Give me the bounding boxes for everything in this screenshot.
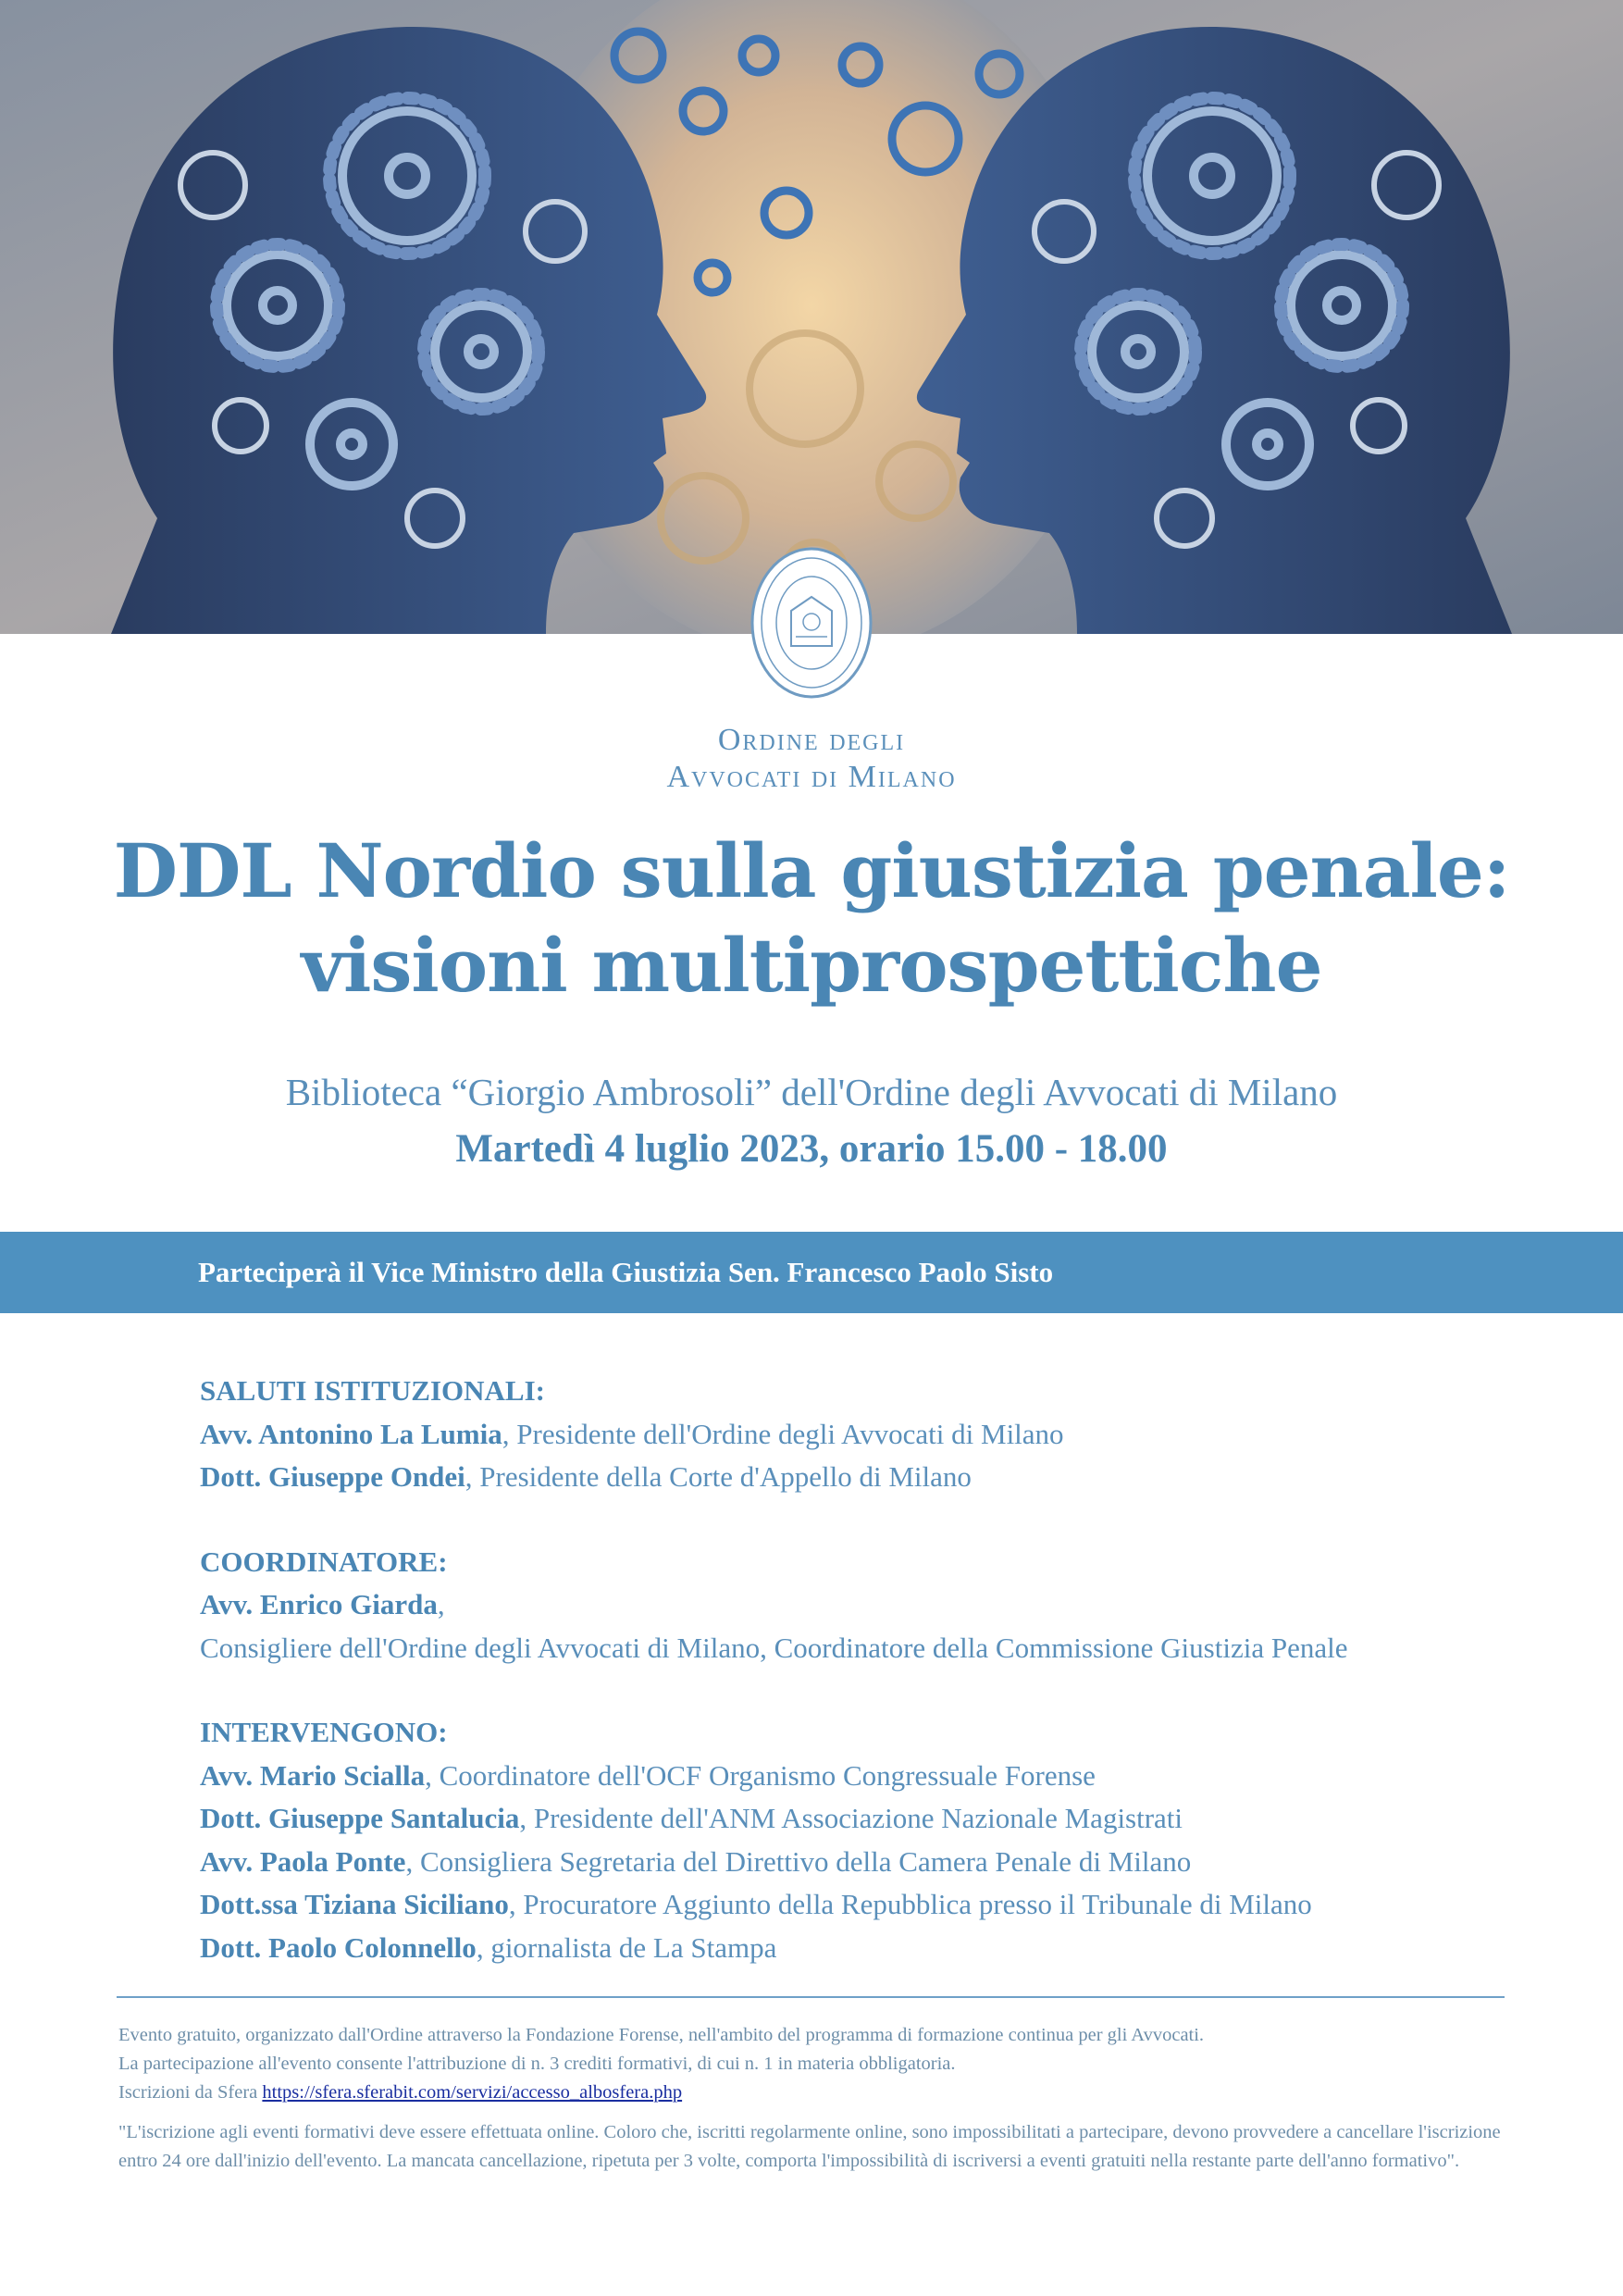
section-title-coordinatore: COORDINATORE:: [200, 1545, 448, 1578]
speaker-role: , giornalista de La Stampa: [476, 1930, 777, 1964]
speaker-role: , Procuratore Aggiunto della Repubblica presso il Tribunale di Milano: [508, 1888, 1312, 1920]
title-line-2: visioni multiprospettiche: [301, 922, 1322, 1009]
speaker-line: [200, 1841, 1542, 1884]
footer-line-2: La partecipazione all'evento consente l'attribuzione di n. 3 crediti formativi, di cui n. 1 in materia obbligatoria.: [118, 2054, 956, 2074]
footer-notes: [118, 2021, 1506, 2176]
gear-heads-illustration: [0, 0, 1623, 634]
speaker-line: [200, 1583, 1542, 1627]
speaker-name: Dott. Giuseppe Santalucia: [200, 1802, 520, 1834]
hero-illustration: [0, 0, 1623, 634]
footer-line-1: Evento gratuito, organizzato dall'Ordine attraverso la Fondazione Forense, nell'ambito del programma di formazione continua per gli Avvocati.: [118, 2025, 1205, 2045]
event-date: Martedì 4 luglio 2023, orario 15.00 - 18.00: [455, 1127, 1168, 1171]
event-title: [0, 824, 1623, 1012]
organization-line-2: Avvocati di Milano: [666, 760, 957, 794]
section-title-intervengono: INTERVENGONO:: [200, 1716, 448, 1748]
speaker-name: Dott. Giuseppe Ondei: [200, 1460, 465, 1493]
speaker-name: Avv. Antonino La Lumia: [200, 1417, 502, 1450]
section-title-saluti: SALUTI ISTITUZIONALI:: [200, 1374, 545, 1407]
speaker-line: [200, 1755, 1542, 1798]
speaker-line: [200, 1883, 1542, 1927]
speaker-role: , Presidente dell'ANM Associazione Nazionale Magistrati: [519, 1802, 1183, 1834]
speaker-role: , Presidente della Corte d'Appello di Milano: [465, 1460, 972, 1493]
registration-label: Iscrizioni da Sfera: [118, 2082, 258, 2103]
footer-line-3: [118, 2079, 1506, 2107]
speaker-role: , Coordinatore dell'OCF Organismo Congressuale Forense: [425, 1758, 1096, 1792]
speaker-line: [200, 1456, 1542, 1499]
seal-emblem: [750, 546, 873, 700]
event-venue: Biblioteca “Giorgio Ambrosoli” dell'Ordine degli Avvocati di Milano: [285, 1071, 1338, 1113]
speaker-name: Dott. Paolo Colonnello: [200, 1930, 477, 1964]
speaker-name: Dott.ssa Tiziana Siciliano: [200, 1888, 509, 1920]
guest-banner: [0, 1232, 1623, 1313]
guest-banner-text: Parteciperà il Vice Ministro della Giustizia Sen. Francesco Paolo Sisto: [198, 1256, 1054, 1288]
speaker-role: Consigliere dell'Ordine degli Avvocati di Milano, Coordinatore della Commissione Giustizia Penale: [200, 1631, 1348, 1664]
cancellation-note: "L'iscrizione agli eventi formativi deve essere effettuata online. Coloro che, iscritti regolarmente online, sono impossibilitati a partecipare, devono provvedere a cancellare l'iscrizione entro 24 ore dall'inizio dell'evento. La mancata cancellazione, ripetuta per 3 volte, comporta l'impossibilità di iscriversi a eventi gratuiti nella restante parte dell'anno formativo".: [118, 2122, 1501, 2171]
speaker-role: , Presidente dell'Ordine degli Avvocati di Milano: [502, 1417, 1064, 1450]
order-seal-logo: [750, 546, 873, 700]
organization-line-1: Ordine degli: [717, 723, 906, 757]
speaker-name: Avv. Mario Scialla: [200, 1758, 426, 1792]
speaker-name: Avv. Paola Ponte: [200, 1844, 406, 1878]
footer-divider: [117, 1996, 1505, 1998]
organization-name: [0, 722, 1623, 796]
speaker-line: [200, 1413, 1542, 1457]
title-line-1: DDL Nordio sulla giustizia penale:: [113, 827, 1510, 914]
registration-link[interactable]: https://sfera.sferabit.com/servizi/accesso_albosfera.php: [262, 2082, 683, 2103]
speaker-line: [200, 1797, 1542, 1841]
speaker-role: , Consigliera Segretaria del Direttivo della Camera Penale di Milano: [405, 1844, 1192, 1878]
program: [200, 1370, 1542, 1969]
speaker-line: [200, 1927, 1542, 1970]
speaker-name-suffix: ,: [437, 1588, 445, 1620]
speaker-name: Avv. Enrico Giarda: [200, 1588, 438, 1620]
